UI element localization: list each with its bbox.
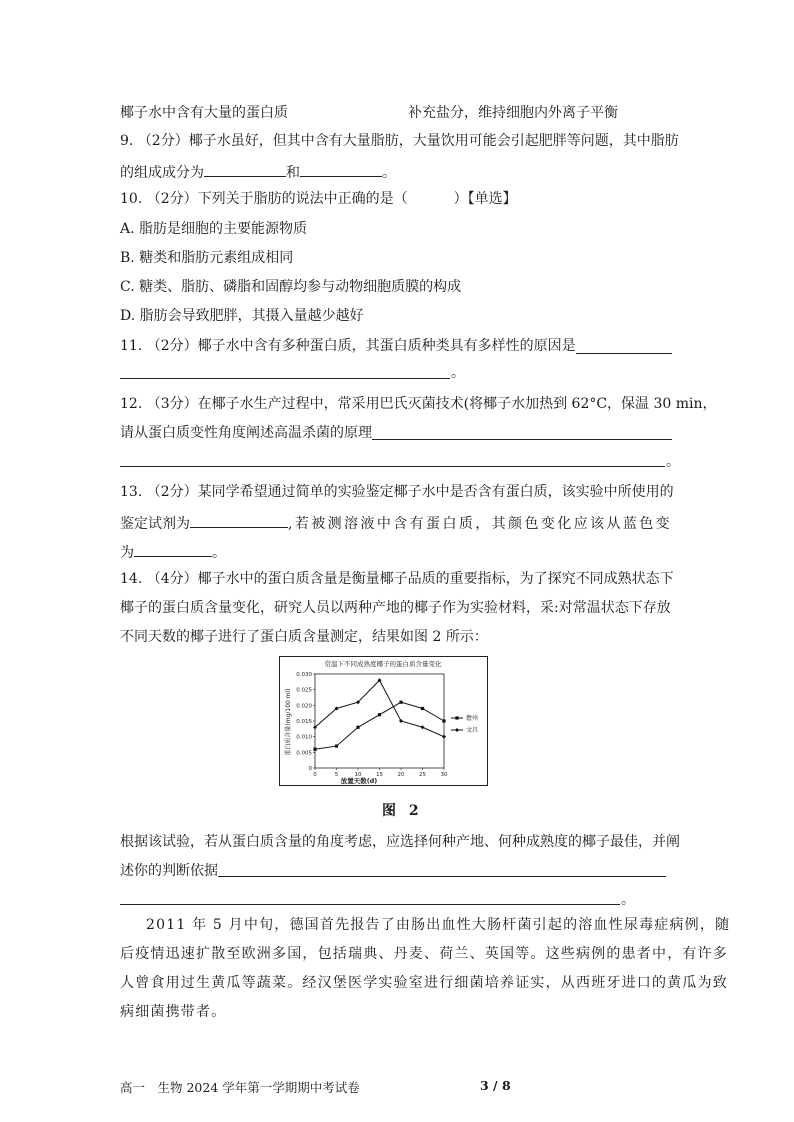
passage-line-2: 后疫情迅速扩散至欧洲多国，包括瑞典、丹麦、荷兰、英国等。这些病例的患者中，有许多 <box>120 946 728 962</box>
q14-stem: 14. （4分）椰子水中的蛋白质含量是衡量椰子品质的重要指标，为了探究不同成熟状态下 <box>120 571 674 587</box>
y-tick-label: 0.020 <box>296 703 312 710</box>
q14-question: 根据该试验，若从蛋白质含量的角度考虑，应选择何种产地、何种成熟度的椰子最佳，并阐 <box>120 834 680 850</box>
q14-blank-1[interactable] <box>218 876 666 877</box>
y-tick-label: 0.010 <box>296 734 312 741</box>
q9-text-a: 的组成成分为 <box>120 165 204 181</box>
q14-question-2: 述你的判断依据 <box>120 863 218 879</box>
passage-line-1: 2011 年 5 月中旬，德国首先报告了由肠出血性大肠杆菌引起的溶血性尿毒症病例，随 <box>146 917 731 933</box>
chart-title: 常温下不同成熟度椰子的蛋白质含量变化 <box>324 660 442 668</box>
q10-option-d: D. 脂肪会导致肥胖，其摄入量越少越好 <box>120 308 364 324</box>
y-tick-label: 0.025 <box>296 687 312 694</box>
figure-caption: 图 2 <box>382 803 423 819</box>
footer-page-number: 3 / 8 <box>480 1078 511 1093</box>
x-tick-label: 15 <box>376 772 383 778</box>
data-point <box>442 719 445 722</box>
q13-stem: 13. （2分）某同学希望通过简单的实验鉴定椰子水中是否含有蛋白质，该实验中所使用的 <box>120 484 674 500</box>
y-tick-label: 0.015 <box>296 719 312 725</box>
y-tick-label: 0.005 <box>296 750 312 757</box>
y-tick-label: 0 <box>308 766 312 772</box>
q10-option-a: A. 脂肪是细胞的主要能源物质 <box>120 221 308 237</box>
chart-svg <box>279 656 488 786</box>
data-point <box>335 744 338 747</box>
passage-line-3: 人曾食用过生黄瓜等蔬菜。经汉堡医学实验室进行细菌培养证实，从西班牙进口的黄瓜为致 <box>120 975 728 991</box>
q10-stem-b: ）【单选】 <box>453 191 517 207</box>
q12-stem: 12. （3分）在椰子水生产过程中，常采用巴氏灭菌技术(将椰子水加热到 62°C，保温 30 min， <box>120 396 717 412</box>
protein-content-chart <box>279 656 488 786</box>
q14-end: 。 <box>621 892 635 908</box>
legend-marker <box>455 716 458 719</box>
x-tick-label: 0 <box>313 772 317 778</box>
q13-blank-1[interactable] <box>190 511 288 528</box>
x-tick-label: 25 <box>419 772 426 778</box>
q14-stem-2: 椰子的蛋白质含量变化，研究人员以两种产地的椰子作为实验材料，采:对常温状态下存放 <box>120 600 671 616</box>
q9-text-b: 和 <box>286 165 300 181</box>
q10-option-c: C. 糖类、脂肪、磷脂和固醇均参与动物细胞质膜的构成 <box>120 279 462 295</box>
q12-stem-2: 请从蛋白质变性角度阐述高温杀菌的原理 <box>120 425 372 441</box>
q9-text-c: 。 <box>382 165 396 181</box>
x-tick-label: 10 <box>354 772 362 778</box>
footer-exam-title: 高一 生物 2024 学年第一学期期中考试卷 <box>120 1080 360 1095</box>
q14-blank-2[interactable] <box>120 904 620 905</box>
q11-blank-2[interactable] <box>120 378 450 379</box>
x-tick-label: 20 <box>397 772 405 778</box>
q11-end: 。 <box>451 365 465 381</box>
passage-line-4: 病细菌携带者。 <box>120 1004 227 1020</box>
data-point <box>313 748 316 751</box>
q13-text-b: ,若被测溶液中含有蛋白质，其颜色变化应该从蓝色变 <box>288 516 673 532</box>
chart-y-axis-label: 蛋白质含量(mg/100 ml) <box>285 688 292 756</box>
legend-label: 文昌 <box>466 727 479 734</box>
data-point <box>356 726 359 729</box>
q12-blank-2[interactable] <box>120 466 665 467</box>
data-point <box>399 701 402 704</box>
legend-label: 儋州 <box>466 715 479 722</box>
q10-stem <box>120 189 517 209</box>
q9-blank-2[interactable] <box>300 160 382 177</box>
q11-stem: 11. （2分）椰子水中含有多种蛋白质，其蛋白质种类具有多样性的原因是 <box>120 338 576 354</box>
q13-text-a: 鉴定试剂为 <box>120 516 190 532</box>
q10-stem-a: 10. （2分）下列关于脂肪的说法中正确的是（ <box>120 191 408 207</box>
q13-answer-line <box>120 511 672 534</box>
q9-answer-line <box>120 160 396 183</box>
q9-stem: 9. （2分）椰子水虽好，但其中含有大量脂肪，大量饮用可能会引起肥胖等问题，其中脂肪 <box>120 133 679 149</box>
q11-blank-1[interactable] <box>576 353 672 354</box>
q10-option-b: B. 糖类和脂肪元素组成相同 <box>120 250 294 266</box>
chart-x-axis-label: 放置天数(d) <box>340 777 378 785</box>
q12-end: 。 <box>666 454 680 470</box>
q13-answer-line-2 <box>120 540 226 563</box>
q14-stem-3: 不同天数的椰子进行了蛋白质含量测定，结果如图 2 所示： <box>120 629 488 645</box>
q13-text-c: 为 <box>120 545 134 561</box>
q13-text-d: 。 <box>212 545 226 561</box>
q9-blank-1[interactable] <box>204 160 286 177</box>
q12-blank-1[interactable] <box>372 439 672 440</box>
data-point <box>378 713 381 716</box>
answer-row-left: 椰子水中含有大量的蛋白质 <box>120 105 288 121</box>
data-point <box>421 707 424 710</box>
q13-blank-2[interactable] <box>134 540 212 557</box>
x-tick-label: 30 <box>440 772 448 778</box>
answer-row-right: 补充盐分，维持细胞内外离子平衡 <box>408 105 618 121</box>
x-tick-label: 5 <box>334 772 339 778</box>
y-tick-label: 0.030 <box>296 672 312 678</box>
